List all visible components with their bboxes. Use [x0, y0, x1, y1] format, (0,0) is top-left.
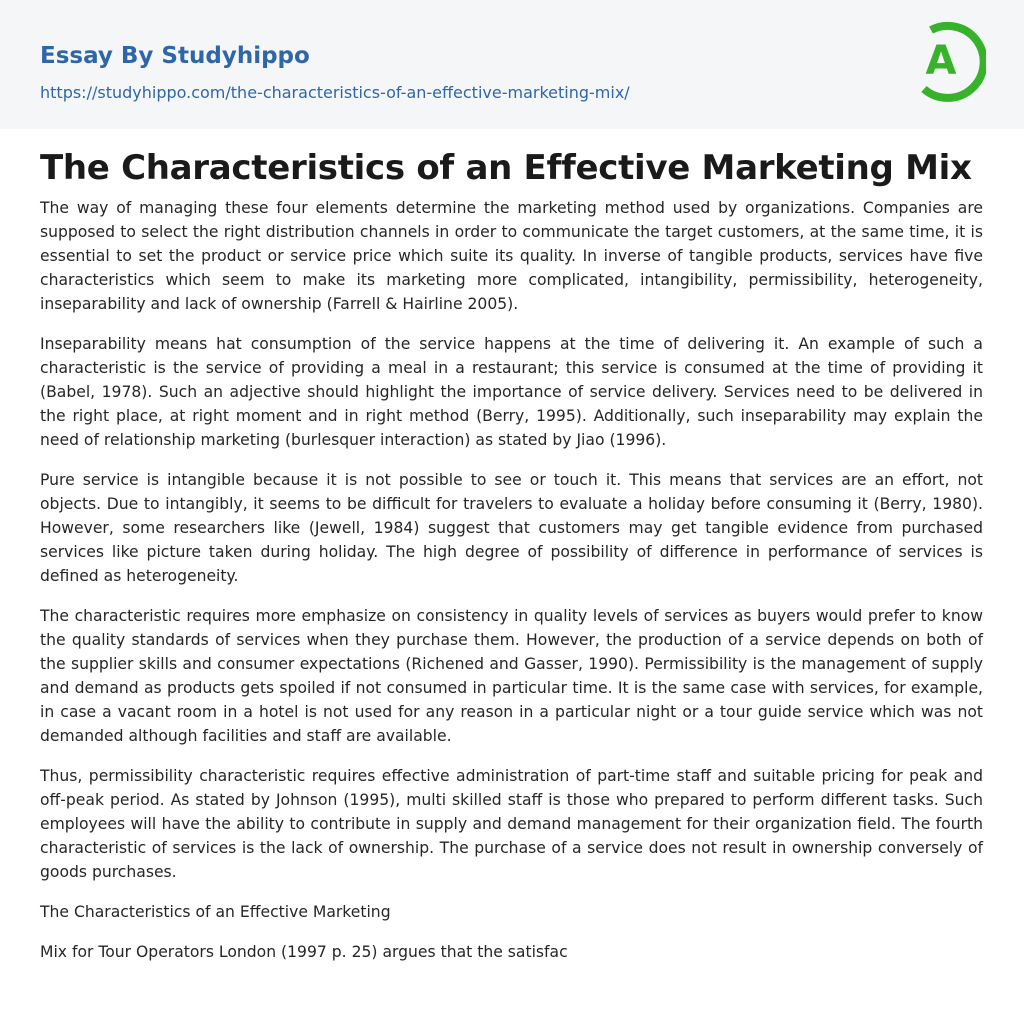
site-header [0, 0, 1024, 129]
article-paragraph: Inseparability means hat consumption of the service happens at the time of delivering it. An example of such a characteristic is the service of providing a meal in a restaurant; this service is consumed at the time of providing it (Babel, 1978). Such an adjective should highlight the importance of service delivery. Services need to be delivered in the right place, at right moment and in right method (Berry, 1995). Additionally, such inseparability may explain the need of relationship marketing (burlesquer interaction) as stated by Jiao (1996). [40, 335, 983, 449]
article-title: The Characteristics of an Effective Marketing Mix [40, 148, 972, 188]
article-subheading: The Characteristics of an Effective Marketing [40, 903, 391, 921]
article-paragraph: Pure service is intangible because it is not possible to see or touch it. This means that services are an effort, not objects. Due to intangibly, it seems to be difficult for travelers to evaluate a holiday before consuming it (Berry, 1980). However, some researchers like (Jewell, 1984) suggest that customers may get tangible evidence from purchased services like picture taken during holiday. The high degree of possibility of difference in performance of services is defined as heterogeneity. [40, 471, 983, 585]
article-truncated-line: Mix for Tour Operators London (1997 p. 25) argues that the satisfac [40, 943, 568, 961]
article-paragraph: The way of managing these four elements determine the marketing method used by organizations. Companies are supposed to select the right distribution channels in order to communicate the target customers, at the same time, it is essential to set the product or service price which suite its quality. In inverse of tangible products, services have five characteristics which seem to make its marketing more complicated, intangibility, permissibility, heterogeneity, inseparability and lack of ownership (Farrell & Hairline 2005). [40, 199, 983, 313]
article-url-link[interactable]: https://studyhippo.com/the-characteristics-of-an-effective-marketing-mix/ [40, 83, 630, 102]
article-paragraph: Thus, permissibility characteristic requires effective administration of part-time staff and suitable pricing for peak and off-peak period. As stated by Johnson (1995), multi skilled staff is those who prepared to perform different tasks. Such employees will have the ability to contribute in supply and demand management for their organization field. The fourth characteristic of services is the lack of ownership. The purchase of a service does not result in ownership conversely of goods purchases. [40, 767, 983, 881]
article-paragraph: The characteristic requires more emphasize on consistency in quality levels of services as buyers would prefer to know the quality standards of services when they purchase them. However, the production of a service depends on both of the supplier skills and consumer expectations (Richened and Gasser, 1990). Permissibility is the management of supply and demand as products gets spoiled if not consumed in particular time. It is the same case with services, for example, in case a vacant room in a hotel is not used for any reason in a particular night or a tour guide service which was not demanded although facilities and staff are available. [40, 607, 983, 745]
article-body [0, 146, 1024, 964]
logo-letter: A [925, 38, 957, 84]
site-title: Essay By Studyhippo [40, 43, 310, 69]
studyhippo-logo-icon[interactable] [914, 19, 986, 105]
